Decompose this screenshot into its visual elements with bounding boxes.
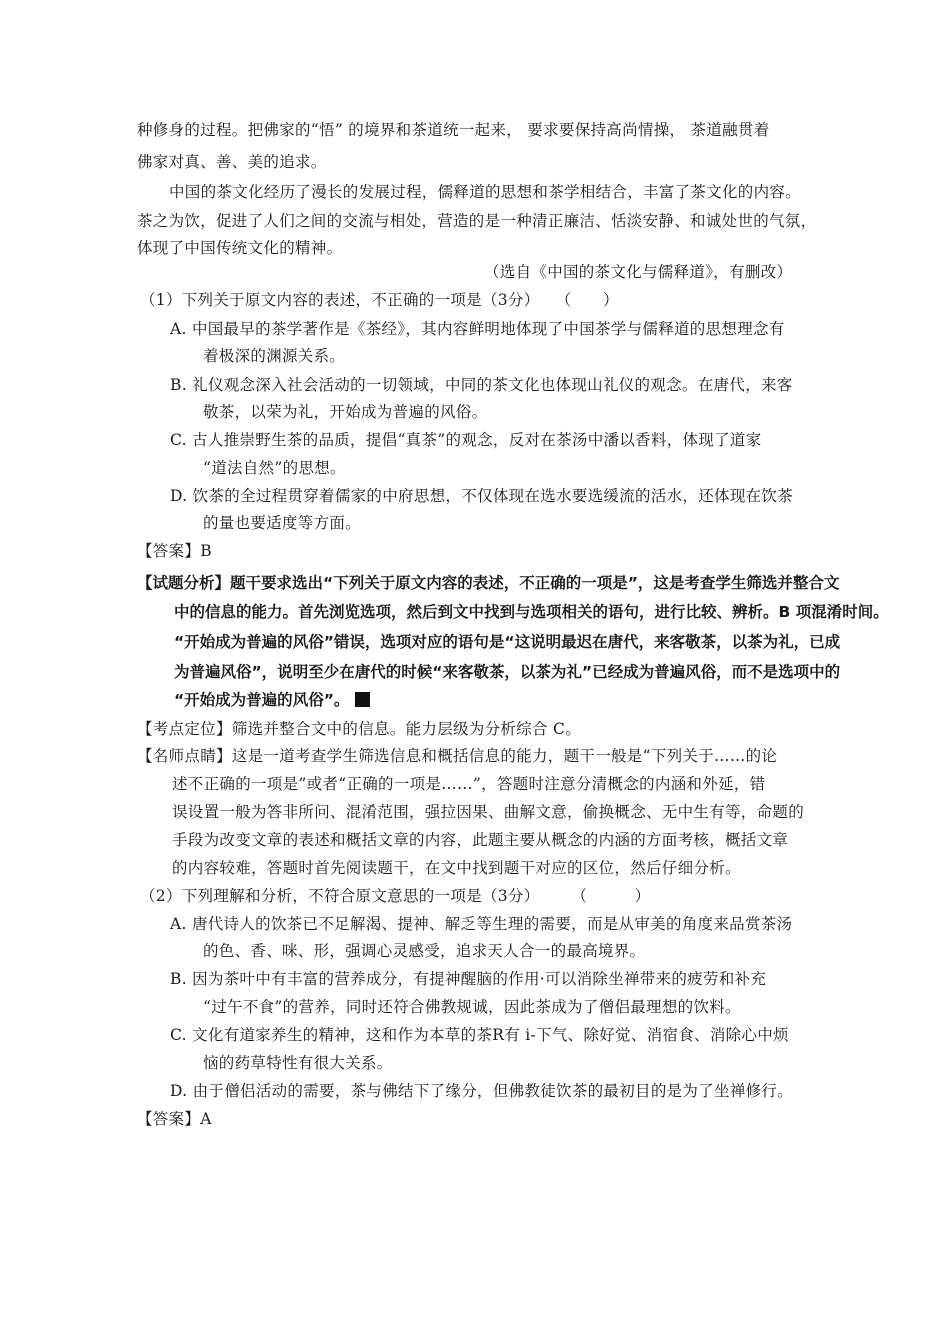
- passage-line-5: 体现了中国传统文化的精神。: [137, 239, 343, 257]
- q1-mingshi-line-1: 【名师点睛】这是一道考查学生筛选信息和概括信息的能力，题干一般是“下列关于……的论: [137, 747, 778, 765]
- q1-option-b-line1: B. 礼仪观念深入社会活动的一切领域，中同的茶文化也体现山礼仪的观念。在唐代，来客: [170, 376, 793, 394]
- q1-analysis-line-4: 为普遍风俗”，说明至少在唐代的时候“来客敬茶，以茶为礼”已经成为普遍风俗，而不是选项中的: [174, 663, 841, 681]
- q1-mingshi-line-4: 手段为改变文章的表述和概括文章的内容，此题主要从概念的内涵的方面考核，概括文章: [172, 831, 789, 849]
- q2-option-c-line2: 恼的药草特性有很大关系。: [203, 1054, 393, 1072]
- q1-option-c-line2: “道法自然”的思想。: [203, 459, 346, 477]
- q2-option-c-line1: C. 文化有道家养生的精神，这和作为本草的茶R有 i-下气、除好觉、消宿食、消除心中烦: [170, 1026, 789, 1044]
- q2-option-d-line1: D. 由于僧侣活动的需要，茶与佛结下了缘分，但佛教徒饮茶的最初目的是为了坐禅修行。: [170, 1082, 794, 1100]
- q1-analysis-line-5-wrap: [174, 690, 370, 710]
- q1-analysis-line-2: 中的信息的能力。首先浏览选项，然后到文中找到与选项相关的语句，进行比较、辨析。B 项混淆时间。: [174, 603, 889, 621]
- q1-mingshi-line-5: 的内容较难，答题时首先阅读题干，在文中找到题干对应的区位，然后仔细分析。: [172, 859, 741, 877]
- q1-option-c-line1: C. 古人推崇野生茶的品质，提倡“真茶”的观念，反对在茶汤中潘以香料，体现了道家: [170, 431, 762, 449]
- q2-stem: （2）下列理解和分析，不符合原文意思的一项是（3分） （ ）: [140, 887, 651, 905]
- q2-answer: 【答案】A: [137, 1110, 212, 1128]
- q1-mingshi-line-2: 述不正确的一项是”或者“正确的一项是……”，答题时注意分清概念的内涵和外延，错: [172, 775, 766, 793]
- passage-line-4: 茶之为饮，促进了人们之间的交流与相处，营造的是一种清正廉洁、恬淡安静、和诚处世的气氛，: [137, 212, 817, 230]
- q1-option-d-line2: 的量也要适度等方面。: [203, 514, 362, 532]
- q2-option-a-line2: 的色、香、咪、形，强调心灵感受，追求天人合一的最高境界。: [203, 942, 646, 960]
- q1-option-d-line1: D. 饮茶的全过程贯穿着儒家的中府思想，不仅体现在选水要选缓流的活水，还体现在饮茶: [170, 487, 794, 505]
- q1-analysis-line-1: 【试题分析】题干要求选出“下列关于原文内容的表述，不正确的一项是”，这是考查学生筛选并整合文: [137, 574, 840, 592]
- q1-analysis-line-3: “开始成为普遍的风俗”错误，选项对应的语句是“这说明最迟在唐代，来客敬茶，以茶为礼，已成: [174, 633, 841, 651]
- passage-line-1: 种修身的过程。把佛家的“悟” 的境界和茶道统一起来， 要求要保持高尚情操， 茶道融贯着: [137, 121, 770, 139]
- q1-analysis-line-5: “开始成为普遍的风俗”。: [174, 691, 350, 709]
- q2-option-b-line1: B. 因为茶叶中有丰富的营养成分，有提神醒脑的作用·可以消除坐禅带来的疲劳和补充: [170, 970, 767, 988]
- q1-option-a-line2: 着极深的渊源关系。: [203, 347, 346, 365]
- end-square-icon: [355, 692, 370, 707]
- q1-option-a-line1: A. 中国最早的茶学著作是《茶经》，其内容鲜明地体现了中国茶学与儒释道的思想理念有: [170, 320, 785, 338]
- q1-kaodian: 【考点定位】筛选并整合文中的信息。能力层级为分析综合 C。: [137, 720, 581, 738]
- q2-option-a-line1: A. 唐代诗人的饮茶已不足解渴、提神、解乏等生理的需要，而是从审美的角度来品赏茶汤: [170, 915, 793, 933]
- passage-line-2: 佛家对真、善、美的追求。: [137, 153, 327, 171]
- passage-line-3: 中国的茶文化经历了漫长的发展过程，儒释道的思想和茶学相结合，丰富了茶文化的内容。: [169, 183, 802, 201]
- passage-source: （选自《中国的茶文化与儒释道》，有删改）: [484, 263, 793, 281]
- q1-answer: 【答案】B: [137, 542, 212, 560]
- q2-option-b-line2: “过午不食”的营养，同时还符合佛教规诚，因此茶成为了僧侣最理想的饮料。: [203, 998, 741, 1016]
- q1-stem: （1）下列关于原文内容的表述，不正确的一项是（3分） （ ）: [140, 291, 619, 309]
- q1-mingshi-line-3: 误设置一般为答非所问、混淆范围，强拉因果、曲解文意，偷换概念、无中生有等，命题的: [172, 803, 805, 821]
- q1-option-b-line2: 敬茶，以荣为礼，开始成为普遍的风俗。: [203, 403, 488, 421]
